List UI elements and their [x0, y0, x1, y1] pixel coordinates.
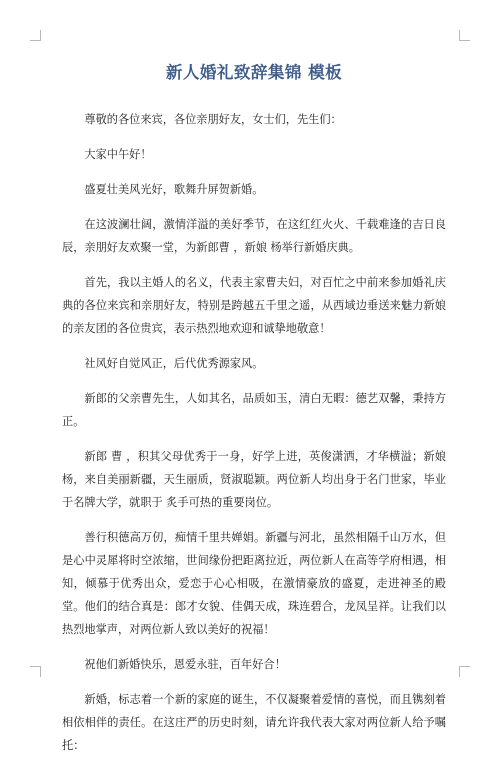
paragraph-verse-1: 盛夏壮美风光好，歌舞升屏贺新婚。 — [84, 183, 264, 196]
paragraph-welcome: 首先，我以主婚人的名义，代表主家曹夫妇，对百忙之中前来参加婚礼庆典的各位来宾和亲朋好友，特别是跨越五千里之遥，从西域边垂送来魅力新娘的亲友团的各位贵宾，表示热烈地欢迎和诚挚地敬意！ — [62, 276, 446, 335]
paragraph-union: 善行积德高万仞，痴情千里共婵娟。新疆与河北，虽然相隔千山万水，但是心中灵犀将时空浓缩，世间缘份把距离拉近，两位新人在高等学府相遇，相知，倾慕于优秀出众，爱恋于心心相吸，在激情豪放的盛夏，走进神圣的殿堂。他们的结合真是：郎才女貌、佳偶天成，珠连碧合，龙凤呈祥。让我们以热烈地掌声，对两位新人致以美好的祝福！ — [62, 531, 446, 636]
paragraph-season: 在这波澜壮阔，激情洋溢的美好季节，在这红红火火、千载难逢的吉日良辰，亲朋好友欢聚一堂，为新郎曹 ，新娘 杨举行新婚庆典。 — [62, 218, 446, 254]
document-title: 新人婚礼致辞集锦 模板 — [165, 63, 343, 82]
paragraph-blessing: 祝他们新婚快乐，恩爱永驻，百年好合！ — [84, 658, 286, 671]
document-page — [62, 62, 446, 757]
paragraph-verse-2: 社风好自觉风正，后代优秀源家风。 — [84, 357, 264, 370]
page-corner-mark-top-right — [459, 30, 470, 41]
page-corner-mark-bottom-right — [459, 666, 470, 677]
paragraph-responsibility: 新婚，标志着一个新的家庭的诞生，不仅凝聚着爱情的喜悦，而且镌刻着相依相伴的责任。在这庄严的历史时刻，请允许我代表大家对两位新人给予嘱托： — [62, 693, 446, 752]
paragraph-father: 新郎的父亲曹先生，人如其名，品质如玉，清白无暇：德艺双馨，秉持方正。 — [62, 392, 446, 428]
paragraph-greeting: 尊敬的各位来宾，各位亲朋好友，女士们，先生们： — [84, 113, 342, 126]
paragraph-good-noon: 大家中午好！ — [84, 148, 152, 161]
page-corner-mark-top-left — [30, 30, 41, 41]
paragraph-couple: 新郎 曹 ，积其父母优秀于一身，好学上进，英俊潇洒，才华横溢；新娘杨，来自美丽新疆，天生丽质，贤淑聪颖。两位新人均出身于名门世家，毕业于名牌大学，就职于 炙手可热的重要岗位。 — [62, 450, 446, 509]
page-corner-mark-bottom-left — [30, 666, 41, 677]
